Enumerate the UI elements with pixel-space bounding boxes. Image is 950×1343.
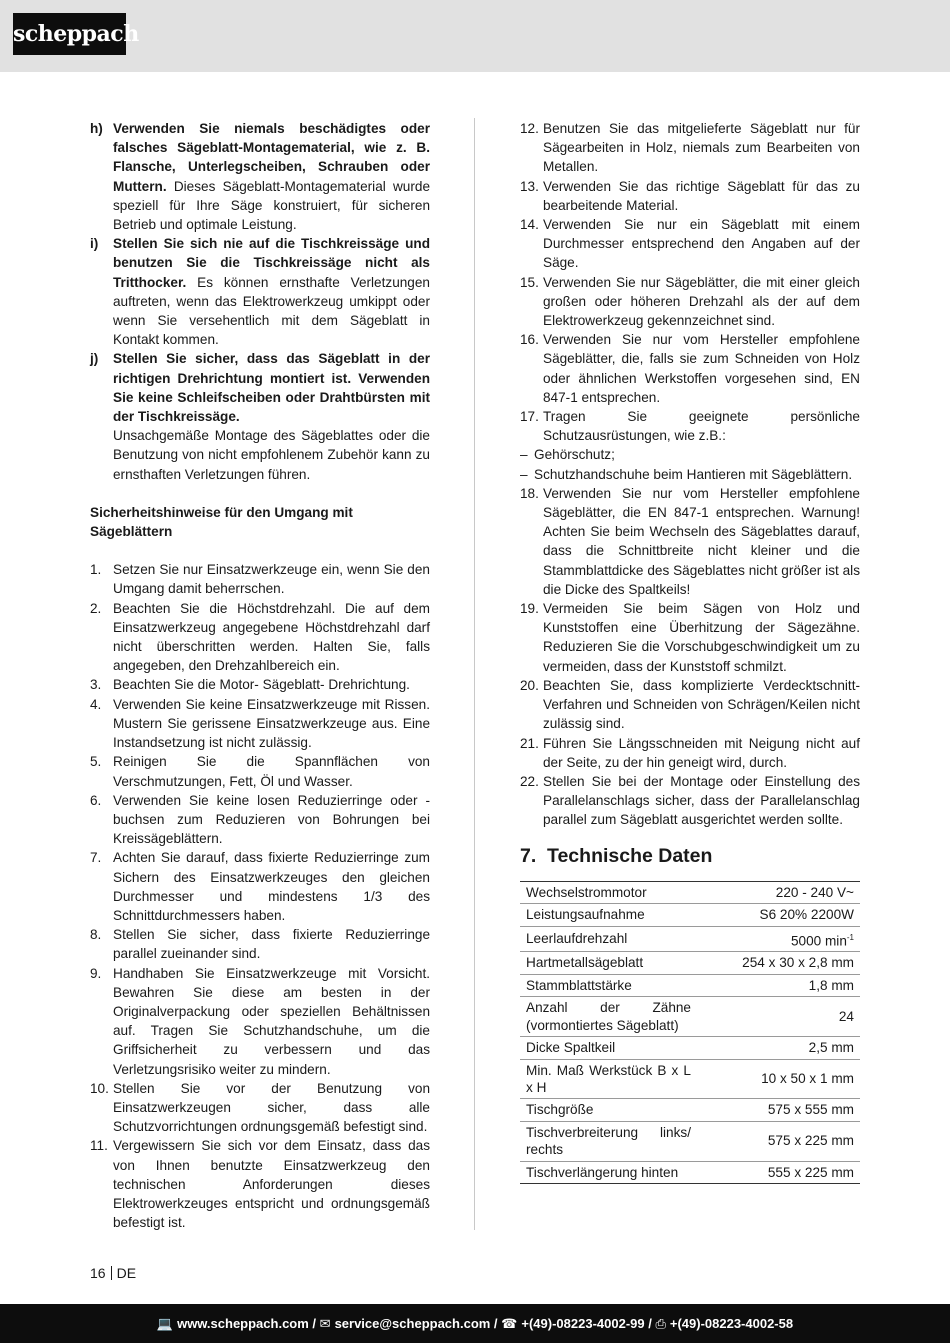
list-item: [520, 177, 860, 215]
item-text: Verwenden Sie das richtige Sägeblatt für das zu bearbeitende Material.: [543, 178, 860, 213]
item-number: 8.: [90, 927, 102, 943]
spec-row: [520, 904, 860, 926]
list-item: [90, 848, 430, 925]
spec-row: [520, 1099, 860, 1121]
list-item: [90, 752, 430, 790]
spec-value: 5000 $\min^{-1}$: [697, 926, 860, 952]
item-text: Vergewissern Sie sich vor dem Einsatz, dass das von Ihnen benutzte Einsatzwerkzeug den technischen Anforderungen dieses Elektrowerkzeuges entspricht und ordnungsgemäß befestigt ist.: [113, 1138, 430, 1231]
spec-row: [520, 1059, 860, 1099]
item-text: Reinigen Sie die Spannflächen von Verschmutzungen, Fett, Öl und Wasser.: [113, 754, 430, 789]
item-text: Beachten Sie, dass komplizierte Verdecktschnitt-Verfahren und Schneiden von Schrägen/Keilen nicht zulässig sind.: [543, 677, 860, 732]
section-heading: Sicherheitshinweise für den Umgang mit Sägeblättern: [90, 504, 353, 540]
spec-key: Wechselstrommotor: [520, 881, 697, 903]
item-label: h): [90, 121, 103, 136]
item-number: 14.: [520, 217, 539, 233]
item-number: 17.: [520, 409, 539, 425]
item-text: Tragen Sie geeignete persönliche Schutzausrüstungen, wie z.B.:: [543, 409, 860, 444]
item-number: 2.: [90, 600, 102, 616]
item-number: 15.: [520, 274, 539, 290]
page-footer: [0, 1304, 950, 1343]
item-number: 6.: [90, 792, 102, 808]
dash-marker: –: [520, 447, 528, 463]
list-item: [520, 676, 860, 734]
item-text: Verwenden Sie nur vom Hersteller empfohlene Sägeblätter, die, falls sie zum Schneiden von Holz oder ähnlichen Werkstoffen vorgesehen sind, EN 847-1 entsprechen.: [543, 332, 860, 405]
footer-phone: +(49)-08223-4002-99 /: [521, 1316, 652, 1331]
tech-data-table: [520, 881, 860, 1184]
safety-item-j: [90, 349, 430, 483]
dash-text: Schutzhandschuhe beim Hantieren mit Sägeblättern.: [534, 466, 853, 482]
numbered-list: [90, 560, 430, 1232]
item-text: Verwenden Sie nur ein Sägeblatt mit einem Durchmesser entsprechend den Angaben auf der Säge.: [543, 217, 860, 271]
brand-logo: scheppach: [13, 13, 126, 55]
item-text: Stellen Sie vor der Benutzung von Einsatzwerkzeugen sicher, dass alle Schutzvorrichtungen ordnungsgemäß befestigt sind.: [113, 1080, 430, 1135]
list-item: [520, 599, 860, 676]
list-item: [520, 330, 860, 407]
phone-icon: ☎: [501, 1316, 518, 1331]
safety-item-h: [90, 119, 430, 234]
list-item: [520, 119, 860, 177]
spec-row: [520, 952, 860, 974]
item-text: Benutzen Sie das mitgelieferte Sägeblatt nur für Sägearbeiten in Holz, niemals zum Bearbeiten von Metallen.: [543, 121, 860, 175]
footer-mail: service@scheppach.com /: [334, 1316, 498, 1331]
list-item: [90, 791, 430, 849]
fax-icon: ⎙: [655, 1316, 666, 1331]
spec-value: 2,5 mm: [697, 1037, 860, 1059]
item-text: Verwenden Sie nur Sägeblätter, die mit einer gleich großen oder höheren Drehzahl als der auf dem Elektrowerkzeug gekennzeichnet sind.: [543, 274, 860, 329]
list-item: [90, 925, 430, 963]
list-item: [520, 407, 860, 445]
item-text: Stellen Sie sicher, dass das Sägeblatt in der richtigen Drehrichtung montiert ist. Verwenden Sie keine Schleifscheiben oder Drahtbürsten mit der Tischkreissäge. Unsachgemäße Montage des Sägeblattes oder die Benutzung von nicht empfohlenem Zubehör kann zu ernsthaften Verletzungen führen.: [113, 351, 430, 482]
spec-row: [520, 926, 860, 952]
spec-value: 575 x 225 mm: [697, 1121, 860, 1161]
item-text: Stellen Sie sich nie auf die Tischkreissäge und benutzen Sie die Tischkreissäge nicht als Tritthocker. Es können ernsthafte Verletzungen auftreten, wenn das Elektrowerkzeug umkippt oder wenn Sie versehentlich mit dem Sägeblatt in Kontakt kommen.: [113, 236, 430, 348]
list-item: [90, 1079, 430, 1137]
item-text: Verwenden Sie niemals beschädigtes oder falsches Sägeblatt-Montagematerial, wie z. B. Flansche, Unterlegscheiben, Schrauben oder Muttern. Dieses Sägeblatt-Montagematerial wurde speziell für Ihre Säge konstruiert, für sicheren Betrieb und optimale Leistung.: [113, 121, 430, 233]
item-text: Verwenden Sie nur vom Hersteller empfohlene Sägeblätter, die EN 847-1 entsprechen. Warnung! Achten Sie beim Wechseln des Sägeblattes darauf, dass die Schnittbreite nicht kleiner und die Stammblattdicke des Sägeblattes nicht größer ist als die Dicke des Spaltkeils!: [543, 485, 860, 597]
item-number: 13.: [520, 178, 539, 194]
page-header: [0, 0, 950, 72]
item-text: Stellen Sie sicher, dass fixierte Reduzierringe parallel zueinander sind.: [113, 927, 430, 962]
item-number: 5.: [90, 754, 102, 770]
item-text: Stellen Sie bei der Montage oder Einstellung des Parallelanschlags sicher, dass der Parallelanschlag parallel zum Sägeblatt ausgerichtet werden sollte.: [543, 773, 860, 828]
spec-key: Anzahl der Zähne (vormontiertes Sägeblatt): [520, 997, 697, 1037]
numbered-list: [520, 119, 860, 445]
item-number: 10.: [90, 1080, 109, 1096]
spec-row: [520, 974, 860, 996]
dash-text: Gehörschutz;: [534, 447, 615, 463]
section-title: 7. Technische Daten: [520, 844, 713, 867]
item-number: 1.: [90, 562, 102, 578]
mail-icon: ✉: [319, 1316, 331, 1331]
item-number: 12.: [520, 121, 539, 136]
list-item: [90, 1136, 430, 1232]
spec-row: [520, 997, 860, 1037]
item-text: Verwenden Sie keine losen Reduzierringe oder -buchsen zum Reduzieren von Bohrungen bei Kreissägeblättern.: [113, 792, 430, 847]
item-number: 3.: [90, 677, 102, 693]
spec-key: Tischgröße: [520, 1099, 697, 1121]
list-item: [90, 964, 430, 1079]
spec-row: [520, 1121, 860, 1161]
spec-key: Tischverbreiterung links/ rechts: [520, 1121, 697, 1161]
spec-value: 24: [697, 997, 860, 1037]
list-item: [90, 675, 430, 694]
left-column: [90, 119, 430, 1232]
item-number: 21.: [520, 735, 539, 751]
dash-marker: –: [520, 466, 528, 482]
list-item: [90, 695, 430, 753]
item-text: Setzen Sie nur Einsatzwerkzeuge ein, wenn Sie den Umgang damit beherrschen.: [113, 562, 430, 597]
item-number: 18.: [520, 485, 539, 501]
item-number: 19.: [520, 601, 539, 617]
spec-value: 254 x 30 x 2,8 mm: [697, 952, 860, 974]
spec-key: Min. Maß Werkstück B x L x H: [520, 1059, 697, 1099]
item-label: i): [90, 236, 99, 252]
dash-list: [520, 445, 860, 483]
spec-key: Leistungsaufnahme: [520, 904, 697, 926]
spec-unit-exponent: -1: [846, 932, 854, 942]
item-text: Vermeiden Sie beim Sägen von Holz und Kunststoffen eine Überhitzung der Sägezähne. Reduzieren Sie die Vorschubgeschwindigkeit um zu vermeiden, dass der Kunststoff schmilzt.: [543, 601, 860, 674]
list-item: [520, 734, 860, 772]
right-column: [520, 119, 860, 1184]
dash-item: [520, 465, 860, 484]
list-item: [520, 772, 860, 830]
safety-item-i: [90, 234, 430, 349]
spec-row: [520, 1037, 860, 1059]
spec-key: Dicke Spaltkeil: [520, 1037, 697, 1059]
item-number: 4.: [90, 696, 102, 712]
dash-item: [520, 445, 860, 464]
item-label: j): [90, 351, 99, 367]
spec-value: 10 x 50 x 1 mm: [697, 1059, 860, 1099]
item-text: Verwenden Sie keine Einsatzwerkzeuge mit Rissen. Mustern Sie gerissene Einsatzwerkzeuge aus. Eine Instandsetzung ist nicht zulässig.: [113, 696, 430, 751]
spec-key: Leerlaufdrehzahl: [520, 926, 697, 952]
item-text: Führen Sie Längsschneiden mit Neigung nicht auf der Seite, zu der hin geneigt wird, durch.: [543, 735, 860, 770]
footer-fax: +(49)-08223-4002-58: [669, 1316, 794, 1331]
item-text: Beachten Sie die Höchstdrehzahl. Die auf dem Einsatzwerkzeug angegebene Höchstdrehzahl darf nicht überschritten werden. Halten Sie, falls angegeben, den Drehzahlbereich ein.: [113, 600, 430, 674]
list-item: [90, 560, 430, 598]
item-number: 22.: [520, 773, 539, 789]
list-item: [520, 215, 860, 273]
item-number: 7.: [90, 850, 102, 866]
spec-value: 1,8 mm: [697, 974, 860, 996]
spec-value: 555 x 225 mm: [697, 1161, 860, 1183]
spec-value: S6 20% 2200W: [697, 904, 860, 926]
list-item: [520, 273, 860, 331]
spec-value: 575 x 555 mm: [697, 1099, 860, 1121]
item-number: 9.: [90, 965, 102, 981]
spec-key: Tischverlängerung hinten: [520, 1161, 697, 1183]
spec-key: Hartmetallsägeblatt: [520, 952, 697, 974]
list-item: [90, 599, 430, 676]
item-number: 16.: [520, 332, 539, 348]
item-text: Handhaben Sie Einsatzwerkzeuge mit Vorsicht. Bewahren Sie diese am besten in der Originalverpackung oder speziellen Behältnissen auf. Tragen Sie Schutzhandschuhe, um die Griffsicherheit zu verbessern und das Verletzungsrisiko weiter zu mindern.: [113, 965, 430, 1077]
list-item: [520, 484, 860, 599]
item-text: Achten Sie darauf, dass fixierte Reduzierringe zum Sichern des Einsatzwerkzeuges den gleichen Durchmesser und mindestens 1/3 des Schnittdurchmessers haben.: [113, 850, 430, 923]
numbered-list: [520, 484, 860, 830]
item-number: 11.: [90, 1138, 108, 1154]
item-text: Beachten Sie die Motor- Sägeblatt- Drehrichtung.: [113, 677, 410, 693]
spec-row: [520, 1161, 860, 1183]
computer-icon: 💻: [156, 1316, 174, 1331]
page-number: 16 DE: [90, 1265, 137, 1281]
spec-row: [520, 881, 860, 903]
column-divider: [474, 118, 475, 1230]
spec-value: 220 - 240 V~: [697, 881, 860, 903]
item-number: 20.: [520, 677, 539, 693]
footer-web: www.scheppach.com /: [177, 1316, 317, 1331]
spec-key: Stammblattstärke: [520, 974, 697, 996]
